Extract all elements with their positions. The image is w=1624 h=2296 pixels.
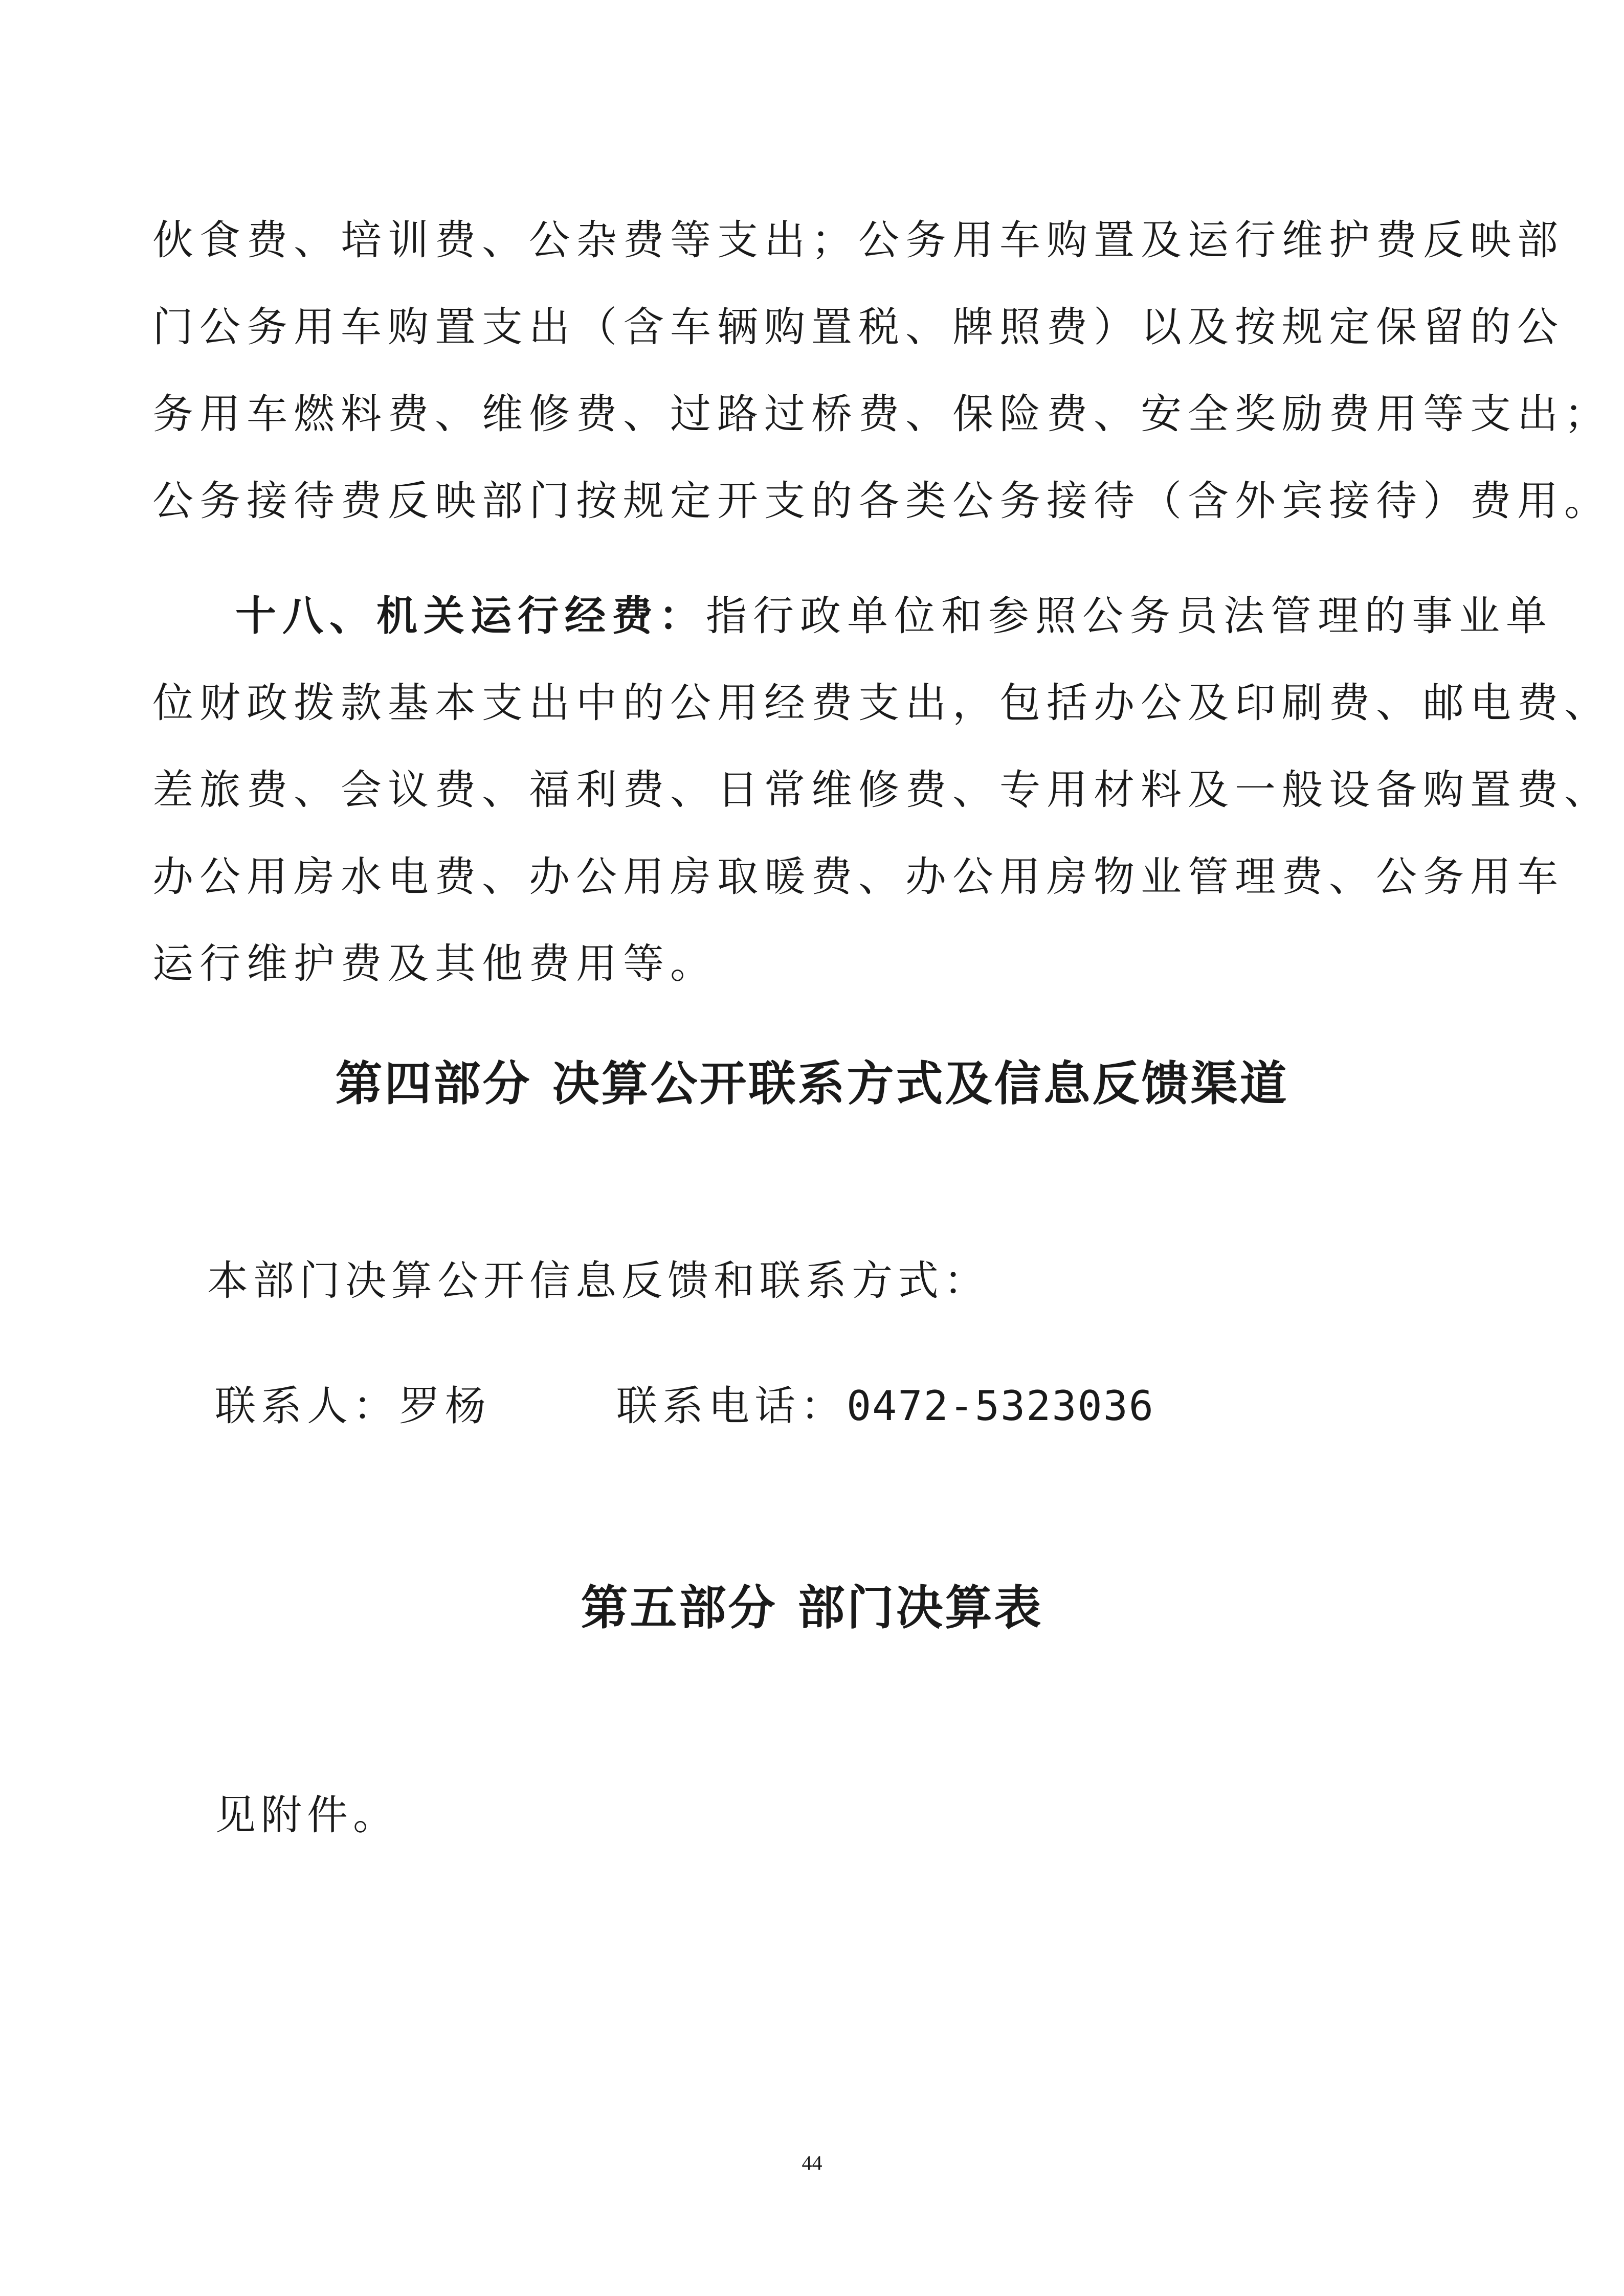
section-4-part: 第四部分	[335, 1056, 532, 1111]
contact-person-label: 联系人：	[215, 1382, 399, 1430]
paragraph-line: 伙食费、培训费、公杂费等支出；公务用车购置及运行维护费反映部	[152, 216, 1564, 264]
contact-person-name: 罗杨	[399, 1382, 491, 1430]
paragraph-line: 公务接待费反映部门按规定开支的各类公务接待（含外宾接待）费用。	[152, 477, 1611, 525]
section-4-intro: 本部门决算公开信息反馈和联系方式：	[207, 1257, 990, 1304]
contact-phone	[616, 1381, 1154, 1432]
paragraph-line: 运行维护费及其他费用等。	[152, 940, 717, 987]
contact-person	[215, 1381, 491, 1432]
item-18-first-line	[235, 591, 1565, 642]
paragraph-line: 位财政拨款基本支出中的公用经费支出，包括办公及印刷费、邮电费、	[152, 679, 1611, 727]
section-5-body: 见附件。	[215, 1791, 399, 1839]
item-18-title: 十八、机关运行经费：	[235, 592, 706, 640]
paragraph-line: 办公用房水电费、办公用房取暖费、办公用房物业管理费、公务用车	[152, 853, 1564, 901]
paragraph-line: 差旅费、会议费、福利费、日常维修费、专用材料及一般设备购置费、	[152, 766, 1611, 814]
paragraph-line: 门公务用车购置支出（含车辆购置税、牌照费）以及按规定保留的公	[152, 303, 1564, 351]
section-5-title: 部门决算表	[797, 1581, 1043, 1635]
paragraph-line: 务用车燃料费、维修费、过路过桥费、保险费、安全奖励费用等支出；	[152, 390, 1611, 438]
section-4-heading	[0, 1056, 1624, 1112]
page-number: 44	[802, 2151, 822, 2174]
contact-phone-number: 0472-5323036	[847, 1382, 1154, 1430]
section-4-title: 决算公开联系方式及信息反馈渠道	[552, 1056, 1289, 1111]
contact-phone-label: 联系电话：	[616, 1382, 847, 1430]
item-18-first-line-text: 指行政单位和参照公务员法管理的事业单	[706, 592, 1553, 640]
section-5-part: 第五部分	[581, 1581, 777, 1635]
section-5-heading	[0, 1580, 1624, 1636]
